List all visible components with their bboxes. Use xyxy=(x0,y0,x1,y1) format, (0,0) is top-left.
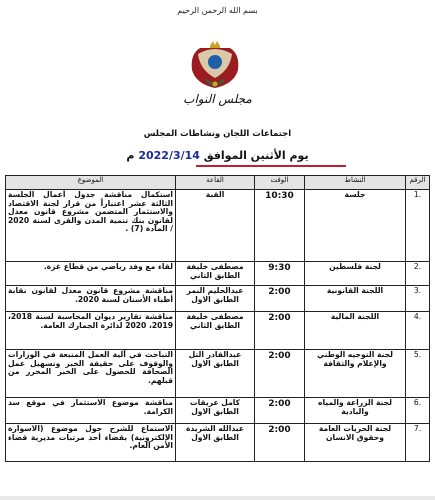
row-num: .7 xyxy=(406,424,430,462)
row-topic: مناقشة تقارير ديوان المحاسبة لسنة 2018، 2019، 2020 لدائرة الجمارك العامة. xyxy=(6,312,176,350)
row-activity: اللجنة المالية xyxy=(305,312,406,350)
bottom-edge xyxy=(0,496,435,500)
row-time: 9:30 xyxy=(255,262,305,286)
row-time: 10:30 xyxy=(255,190,305,262)
date-suffix: م xyxy=(126,149,135,162)
row-hall: كامل عريقات الطابق الاول xyxy=(176,398,255,424)
row-topic: مناقشة مشروع قانون معدل لقانون نقابة أطباء الأسنان لسنة 2020. xyxy=(6,286,176,312)
schedule-table xyxy=(5,175,430,462)
row-time: 2:00 xyxy=(255,312,305,350)
row-hall: مصطفى خليفة الطابق الثاني xyxy=(176,262,255,286)
header-num: الرقم xyxy=(406,176,430,190)
table-row xyxy=(6,398,430,424)
header-hall: القاعة xyxy=(176,176,255,190)
day-label: يوم الأثنين الموافق xyxy=(203,149,309,162)
row-num: .2 xyxy=(406,262,430,286)
table-row xyxy=(6,312,430,350)
row-activity: جلسة xyxy=(305,190,406,262)
header-topic: الموضوع xyxy=(6,176,176,190)
row-time: 2:00 xyxy=(255,286,305,312)
row-activity: اللجنة القانونية xyxy=(305,286,406,312)
row-hall: عبدالقادر التل الطابق الاول xyxy=(176,350,255,398)
table-row xyxy=(6,190,430,262)
row-activity: لجنة الزراعة والمياه والبادية xyxy=(305,398,406,424)
row-topic: مناقشة موضوع الاستثمار في موقع سد الكرامة. xyxy=(6,398,176,424)
bismillah-text: بسم الله الرحمن الرحيم xyxy=(177,6,258,15)
header-time: الوقت xyxy=(255,176,305,190)
row-hall: عبدالله الشريدة الطابق الاول xyxy=(176,424,255,462)
table-row xyxy=(6,424,430,462)
table-row xyxy=(6,262,430,286)
table-header-row xyxy=(6,176,430,190)
row-topic: التباحث في آلية العمل المتبعة في الوزارات والوقوف على حقيقة الخبر وتسهيل عمل الصحافة للحصول على الخبر المحرر من قبلهم. xyxy=(6,350,176,398)
jordan-coat-of-arms-icon xyxy=(188,40,242,90)
row-activity: لجنة الحريات العامة وحقوق الانسان xyxy=(305,424,406,462)
row-topic: الاستماع للشرح حول موضوع (الاسوارة الالكترونية) بقضاء أحد مرتبات مديرية قضاء الأمن العام. xyxy=(6,424,176,462)
row-activity: لجنة التوجيه الوطني والإعلام والثقافة xyxy=(305,350,406,398)
row-time: 2:00 xyxy=(255,424,305,462)
row-topic: استكمال مناقشة جدول أعمال الجلسة الثالثة عشر اعتباراً من قرار لجنة الاقتصاد والاستثمار المتضمن مشروع قانون معدل لقانون بنك تنمية المدن والقرى لسنة 2020 / المادة (7) . xyxy=(6,190,176,262)
date-line xyxy=(0,149,435,162)
parliament-logotype: مجلس النواب xyxy=(183,92,252,106)
row-time: 2:00 xyxy=(255,398,305,424)
table-row xyxy=(6,350,430,398)
page-title: اجتماعات اللجان ونشاطات المجلس xyxy=(143,129,292,139)
row-activity: لجنة فلسطين xyxy=(305,262,406,286)
row-num: .6 xyxy=(406,398,430,424)
title-underline xyxy=(196,165,346,167)
row-time: 2:00 xyxy=(255,350,305,398)
row-num: .1 xyxy=(406,190,430,262)
row-hall: مصطفى خليفة الطابق الثاني xyxy=(176,312,255,350)
meeting-date: 2022/3/14 xyxy=(138,149,200,162)
table-row xyxy=(6,286,430,312)
row-topic: لقاء مع وفد رياضي من قطاع غزة. xyxy=(6,262,176,286)
row-hall: عبدالحليم النمر الطابق الاول xyxy=(176,286,255,312)
row-num: .3 xyxy=(406,286,430,312)
header-activity: النشاط xyxy=(305,176,406,190)
row-num: .5 xyxy=(406,350,430,398)
row-hall: القبة xyxy=(176,190,255,262)
row-num: .4 xyxy=(406,312,430,350)
